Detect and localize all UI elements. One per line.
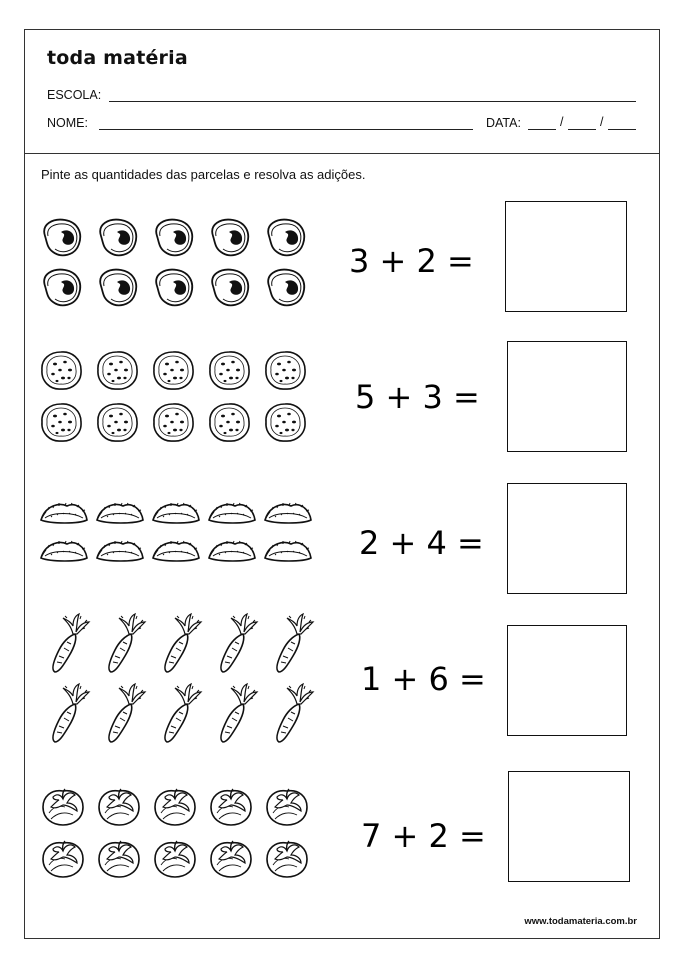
pastry-icon (207, 538, 257, 564)
tomato-icon (211, 837, 253, 879)
tomato-icon (43, 837, 85, 879)
pastry-icon (39, 500, 89, 526)
bean-icon (95, 216, 141, 258)
carrot-icon (157, 612, 203, 674)
carrot-icon (101, 612, 147, 674)
exercise-row (25, 612, 659, 752)
equation: 2 + 4 = (359, 524, 484, 562)
carrot-icon (213, 612, 259, 674)
exercise-row (25, 785, 659, 885)
carrot-icon (157, 682, 203, 744)
bean-icon (151, 266, 197, 308)
pastry-icon (263, 500, 313, 526)
answer-box[interactable] (508, 771, 630, 882)
cookie-icon (97, 350, 139, 392)
cookie-icon (209, 350, 251, 392)
cookie-icon (153, 402, 195, 444)
name-label: NOME: (47, 116, 88, 130)
tomato-icon (155, 785, 197, 827)
tomato-icon (211, 785, 253, 827)
bean-icon (263, 266, 309, 308)
equation: 1 + 6 = (361, 660, 486, 698)
equation: 5 + 3 = (355, 378, 480, 416)
bean-icon (207, 266, 253, 308)
brand-logo: toda matéria (47, 47, 188, 69)
name-field[interactable] (99, 129, 473, 130)
tomato-icon (267, 837, 309, 879)
date-slash: / (560, 115, 564, 129)
header-divider (25, 153, 659, 154)
answer-box[interactable] (505, 201, 627, 312)
pastry-icon (151, 500, 201, 526)
cookie-icon (41, 350, 83, 392)
date-day-field[interactable] (528, 129, 556, 130)
pastry-icon (207, 500, 257, 526)
worksheet-page (24, 29, 660, 939)
pastry-icon (39, 538, 89, 564)
date-slash: / (600, 115, 604, 129)
cookie-icon (97, 402, 139, 444)
tomato-icon (267, 785, 309, 827)
tomato-icon (155, 837, 197, 879)
carrot-icon (269, 612, 315, 674)
answer-box[interactable] (507, 483, 627, 594)
cookie-icon (41, 402, 83, 444)
bean-icon (207, 216, 253, 258)
bean-icon (39, 216, 85, 258)
cookie-icon (265, 402, 307, 444)
tomato-icon (99, 785, 141, 827)
bean-icon (95, 266, 141, 308)
cookie-icon (153, 350, 195, 392)
carrot-icon (101, 682, 147, 744)
equation: 3 + 2 = (349, 242, 474, 280)
cookie-icon (265, 350, 307, 392)
school-field[interactable] (109, 101, 636, 102)
exercise-row (25, 500, 659, 590)
bean-icon (39, 266, 85, 308)
school-label: ESCOLA: (47, 88, 102, 102)
equation: 7 + 2 = (361, 817, 486, 855)
pastry-icon (263, 538, 313, 564)
pastry-icon (151, 538, 201, 564)
answer-box[interactable] (507, 625, 627, 736)
date-year-field[interactable] (608, 129, 636, 130)
bean-icon (263, 216, 309, 258)
instruction-text: Pinte as quantidades das parcelas e resolva as adições. (41, 167, 366, 182)
footer-url[interactable]: www.todamateria.com.br (524, 916, 637, 927)
tomato-icon (43, 785, 85, 827)
cookie-icon (209, 402, 251, 444)
carrot-icon (213, 682, 259, 744)
carrot-icon (45, 682, 91, 744)
bean-icon (151, 216, 197, 258)
tomato-icon (99, 837, 141, 879)
carrot-icon (45, 612, 91, 674)
exercise-row (25, 350, 659, 450)
exercise-row (25, 216, 659, 316)
answer-box[interactable] (507, 341, 627, 452)
carrot-icon (269, 682, 315, 744)
pastry-icon (95, 538, 145, 564)
date-label: DATA: (486, 116, 521, 130)
pastry-icon (95, 500, 145, 526)
date-month-field[interactable] (568, 129, 596, 130)
